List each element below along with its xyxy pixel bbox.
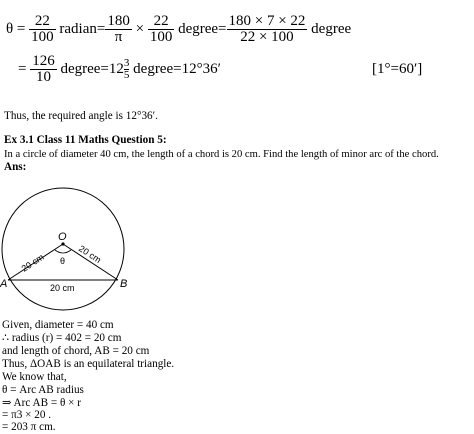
solution-line: θ = Arc AB radius <box>2 384 84 396</box>
label-theta: θ <box>60 256 66 266</box>
solution-line: ⇒ Arc AB = θ × r <box>2 397 81 409</box>
question-text: In a circle of diameter 40 cm, the length of a chord is 20 cm. Find the length of minor arc of the chord. <box>4 149 439 160</box>
answer-label: Ans: <box>4 161 27 173</box>
fraction: $\frac{180 \times 7 \times 22}{22 \times 100}$ <box>228 13 306 45</box>
circle-diagram <box>0 180 128 320</box>
question-heading: Ex 3.1 Class 11 Maths Question 5: <box>4 134 167 146</box>
equals-sign: = <box>18 60 27 77</box>
fraction: $\frac{126}{10}$ <box>32 53 55 85</box>
solution-line: ∴ radius (r) = 402 = 20 cm <box>2 332 122 344</box>
solution-line: and length of chord, AB = 20 cm <box>2 345 150 357</box>
label-a: A <box>0 278 8 290</box>
degree-text: degree= <box>178 20 227 37</box>
label-ob-length: 20 cm <box>76 243 103 266</box>
result-sentence: Thus, the required angle is 12°36′. <box>4 110 158 122</box>
label-o: O <box>58 231 67 243</box>
solution-line: Given, diameter = 40 cm <box>2 319 114 331</box>
degree-result: degree=12°36′ <box>133 60 221 77</box>
solution-line: Thus, ΔOAB is an equilateral triangle. <box>2 358 175 370</box>
solution-line: = π3 × 20 . <box>2 409 52 421</box>
equation-line-2 <box>18 54 221 85</box>
times-symbol: × <box>135 20 145 37</box>
radian-text: radian= <box>59 20 106 37</box>
solution-line: = 203 π cm. <box>2 421 56 433</box>
fraction: $\frac{22}{100}$ <box>31 13 54 45</box>
label-ab-length: 20 cm <box>50 283 75 293</box>
mixed-fraction: $\frac{3}{5}$ <box>123 57 130 81</box>
theta-symbol: θ = <box>6 20 26 37</box>
degree-text: degree <box>311 20 352 37</box>
angle-arc <box>55 250 71 253</box>
equation-line-1 <box>6 14 351 45</box>
label-b: B <box>120 278 128 290</box>
fraction: $\frac{180}{\pi}$ <box>107 13 130 45</box>
solution-line: We know that, <box>2 371 67 383</box>
conversion-note: [1°=60′] <box>372 61 423 77</box>
fraction: $\frac{22}{100}$ <box>149 13 173 45</box>
label-oa-length: 20 cm <box>19 251 46 274</box>
degree-text: degree=12 <box>60 60 124 77</box>
